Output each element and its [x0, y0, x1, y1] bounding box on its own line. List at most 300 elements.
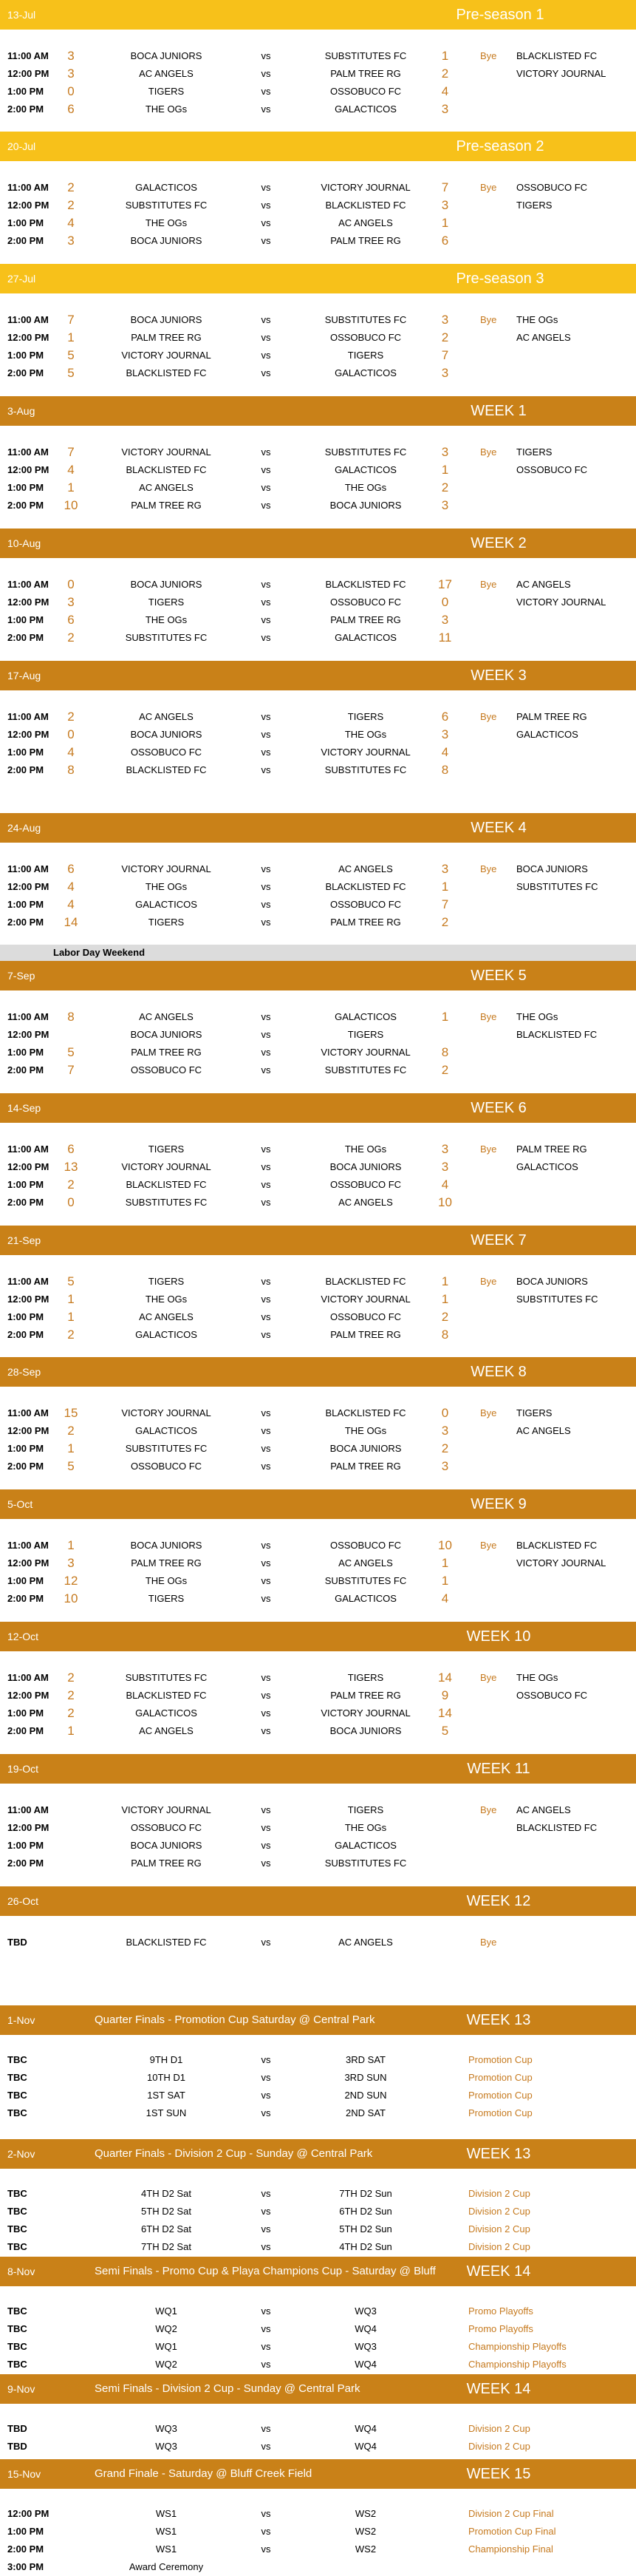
match-time: TBD	[7, 1937, 27, 1948]
home-score: 3	[67, 234, 75, 248]
match-time: 1:00 PM	[7, 350, 44, 361]
away-team: VICTORY JOURNAL	[321, 1047, 411, 1058]
bye-label: Bye	[480, 1276, 497, 1287]
home-score: 2	[67, 180, 75, 194]
match-time: TBC	[7, 2107, 27, 2118]
away-team: OSSOBUCO FC	[329, 332, 402, 343]
match-time: 11:00 AM	[7, 1804, 49, 1815]
home-score: 1	[67, 1310, 75, 1324]
away-team: WQ4	[355, 2423, 377, 2434]
match-row	[0, 860, 636, 878]
match-time: 12:00 PM	[7, 2508, 49, 2519]
vs-label: vs	[261, 68, 271, 79]
match-row	[0, 2303, 636, 2320]
home-team: WQ3	[155, 2441, 177, 2452]
away-score: 1	[441, 1292, 449, 1306]
away-score: 1	[441, 1010, 449, 1024]
vs-label: vs	[261, 1294, 271, 1305]
match-time: 2:00 PM	[7, 500, 44, 511]
vs-label: vs	[261, 2423, 271, 2434]
away-score: 7	[441, 897, 449, 911]
match-row	[0, 629, 636, 647]
away-score: 2	[441, 330, 449, 344]
week-header	[0, 264, 636, 293]
away-score: 4	[441, 84, 449, 98]
week-title: WEEK 1	[471, 403, 527, 419]
match-row	[0, 2320, 636, 2338]
vs-label: vs	[261, 1425, 271, 1436]
match-row	[0, 878, 636, 896]
match-row	[0, 479, 636, 497]
match-time: TBC	[7, 2054, 27, 2065]
bye-team: TIGERS	[516, 200, 553, 211]
vs-label: vs	[261, 2107, 271, 2118]
match-row	[0, 1554, 636, 1572]
home-score: 8	[67, 763, 75, 777]
vs-label: vs	[261, 1064, 271, 1075]
vs-label: vs	[261, 2241, 271, 2252]
match-time: 2:00 PM	[7, 235, 44, 246]
away-team: AC ANGELS	[338, 1557, 393, 1569]
bye-team: OSSOBUCO FC	[516, 464, 588, 475]
away-team: OSSOBUCO FC	[329, 86, 402, 97]
bye-team: AC ANGELS	[516, 579, 571, 590]
week-title: WEEK 14	[466, 2263, 531, 2280]
vs-label: vs	[261, 711, 271, 722]
home-team: AC ANGELS	[139, 68, 194, 79]
home-team: BLACKLISTED FC	[126, 1937, 207, 1948]
home-score: 5	[67, 366, 75, 380]
week-subtitle: Semi Finals - Division 2 Cup - Sunday @ Central Park	[95, 2382, 360, 2395]
home-score: 6	[67, 1142, 75, 1156]
match-label: Promo Playoffs	[468, 2305, 533, 2317]
bye-label: Bye	[480, 446, 497, 458]
home-team: 1ST SUN	[146, 2107, 187, 2118]
away-team: SUBSTITUTES FC	[324, 1064, 407, 1075]
away-team: THE OGs	[344, 482, 387, 493]
match-time: 11:00 AM	[7, 1540, 49, 1551]
match-row	[0, 1855, 636, 1872]
match-row	[0, 1590, 636, 1608]
match-row	[0, 364, 636, 382]
home-score: 7	[67, 1063, 75, 1077]
home-team: SUBSTITUTES FC	[125, 632, 208, 643]
away-team: TIGERS	[347, 1672, 384, 1683]
vs-label: vs	[261, 597, 271, 608]
vs-label: vs	[261, 182, 271, 193]
match-label: Division 2 Cup	[468, 2423, 530, 2434]
bye-team: AC ANGELS	[516, 1425, 571, 1436]
match-time: 1:00 PM	[7, 899, 44, 910]
away-team: WS2	[355, 2526, 377, 2537]
home-team: 1ST SAT	[147, 2090, 185, 2101]
away-team: GALACTICOS	[335, 1840, 397, 1851]
vs-label: vs	[261, 1672, 271, 1683]
bye-team: BLACKLISTED FC	[516, 1540, 598, 1551]
match-time: 1:00 PM	[7, 747, 44, 758]
vs-label: vs	[261, 200, 271, 211]
vs-label: vs	[261, 1029, 271, 1040]
match-row	[0, 1326, 636, 1344]
week-date: 5-Oct	[7, 1498, 33, 1510]
away-team: VICTORY JOURNAL	[321, 1707, 411, 1719]
match-time: TBD	[7, 2423, 27, 2434]
match-row	[0, 576, 636, 594]
match-row	[0, 2420, 636, 2438]
away-team: 2ND SAT	[346, 2107, 386, 2118]
home-team: BOCA JUNIORS	[130, 235, 202, 246]
bye-team: OSSOBUCO FC	[516, 1690, 588, 1701]
home-score: 3	[67, 595, 75, 609]
home-score: 15	[64, 1406, 78, 1420]
vs-label: vs	[261, 1858, 271, 1869]
match-row	[0, 1722, 636, 1740]
vs-label: vs	[261, 1593, 271, 1604]
home-score: 3	[67, 67, 75, 81]
match-time: 2:00 PM	[7, 103, 44, 115]
match-label: Division 2 Cup	[468, 2241, 530, 2252]
home-team: THE OGs	[145, 1294, 188, 1305]
home-team: WQ3	[155, 2423, 177, 2434]
vs-label: vs	[261, 350, 271, 361]
labor-day-banner	[0, 945, 636, 961]
match-time: 11:00 AM	[7, 1143, 49, 1155]
away-score: 11	[438, 631, 452, 645]
match-row	[0, 1819, 636, 1837]
week-date: 14-Sep	[7, 1102, 41, 1114]
home-score: 1	[67, 1538, 75, 1552]
week-title: WEEK 4	[471, 820, 527, 836]
match-row	[0, 347, 636, 364]
bye-team: SUBSTITUTES FC	[516, 1294, 598, 1305]
home-score: 14	[64, 915, 78, 929]
week-title: WEEK 8	[471, 1364, 527, 1380]
vs-label: vs	[261, 314, 271, 325]
match-time: 2:00 PM	[7, 1461, 44, 1472]
week-header	[0, 1093, 636, 1123]
home-score: 5	[67, 1274, 75, 1288]
week-date: 24-Aug	[7, 822, 41, 834]
match-time: 1:00 PM	[7, 86, 44, 97]
home-score: 1	[67, 330, 75, 344]
match-time: 12:00 PM	[7, 1029, 49, 1040]
home-team: WQ1	[155, 2305, 177, 2317]
match-row	[0, 744, 636, 761]
bye-team: VICTORY JOURNAL	[516, 68, 606, 79]
vs-label: vs	[261, 1540, 271, 1551]
match-row	[0, 1687, 636, 1705]
vs-label: vs	[261, 2526, 271, 2537]
away-score: 2	[441, 915, 449, 929]
match-row	[0, 179, 636, 197]
week-header	[0, 529, 636, 558]
home-score: 6	[67, 613, 75, 627]
match-label: Division 2 Cup	[468, 2188, 530, 2199]
away-team: TIGERS	[347, 1029, 384, 1040]
away-team: BOCA JUNIORS	[329, 1161, 402, 1172]
home-score: 1	[67, 480, 75, 495]
vs-label: vs	[261, 1143, 271, 1155]
match-label: Promo Playoffs	[468, 2323, 533, 2334]
home-score: 0	[67, 84, 75, 98]
vs-label: vs	[261, 1725, 271, 1736]
match-row	[0, 2356, 636, 2373]
away-score: 3	[441, 613, 449, 627]
bye-team: BLACKLISTED FC	[516, 1822, 598, 1833]
away-score: 3	[441, 862, 449, 876]
home-score: 1	[67, 1441, 75, 1455]
home-team: VICTORY JOURNAL	[121, 1407, 211, 1418]
vs-label: vs	[261, 764, 271, 775]
away-score: 4	[441, 1591, 449, 1605]
bye-team: TIGERS	[516, 1407, 553, 1418]
away-score: 6	[441, 234, 449, 248]
match-row	[0, 1404, 636, 1422]
match-label: Promotion Cup	[468, 2054, 533, 2065]
match-time: TBD	[7, 2441, 27, 2452]
home-team: OSSOBUCO FC	[130, 1064, 202, 1075]
home-team: WS1	[155, 2508, 177, 2519]
bye-label: Bye	[480, 50, 497, 61]
home-team: VICTORY JOURNAL	[121, 1804, 211, 1815]
match-time: 12:00 PM	[7, 332, 49, 343]
home-team: SUBSTITUTES FC	[125, 200, 208, 211]
away-score: 6	[441, 710, 449, 724]
match-row	[0, 1273, 636, 1291]
match-label: Championship Playoffs	[468, 2341, 567, 2352]
away-score: 3	[441, 727, 449, 741]
week-date: 15-Nov	[7, 2468, 41, 2480]
home-team: TIGERS	[148, 917, 185, 928]
match-time: 11:00 AM	[7, 314, 49, 325]
home-score: 6	[67, 102, 75, 116]
home-score: 0	[67, 727, 75, 741]
vs-label: vs	[261, 1047, 271, 1058]
away-team: OSSOBUCO FC	[329, 597, 402, 608]
week-header	[0, 813, 636, 843]
away-team: OSSOBUCO FC	[329, 1179, 402, 1190]
home-team: AC ANGELS	[139, 1311, 194, 1322]
vs-label: vs	[261, 1690, 271, 1701]
week-date: 21-Sep	[7, 1234, 41, 1246]
match-row	[0, 1801, 636, 1819]
match-row	[0, 47, 636, 65]
match-time: TBC	[7, 2188, 27, 2199]
week-title: WEEK 15	[466, 2466, 531, 2482]
week-header	[0, 2374, 636, 2404]
away-team: SUBSTITUTES FC	[324, 1575, 407, 1586]
match-time: 12:00 PM	[7, 1822, 49, 1833]
home-team: BOCA JUNIORS	[130, 50, 202, 61]
vs-label: vs	[261, 1179, 271, 1190]
bye-team: AC ANGELS	[516, 332, 571, 343]
bye-team: OSSOBUCO FC	[516, 182, 588, 193]
bye-label: Bye	[480, 314, 497, 325]
away-team: 3RD SUN	[344, 2072, 387, 2083]
bye-label: Bye	[480, 1937, 497, 1948]
match-time: 12:00 PM	[7, 1557, 49, 1569]
home-team: WQ2	[155, 2359, 177, 2370]
week-title: WEEK 13	[466, 2146, 531, 2162]
away-team: WQ4	[355, 2359, 377, 2370]
vs-label: vs	[261, 1161, 271, 1172]
home-score: 13	[64, 1160, 78, 1174]
match-row	[0, 2438, 636, 2456]
bye-team: BOCA JUNIORS	[516, 863, 588, 874]
match-row	[0, 1141, 636, 1158]
match-time: 1:00 PM	[7, 614, 44, 625]
home-team: GALACTICOS	[135, 1425, 197, 1436]
week-date: 28-Sep	[7, 1366, 41, 1378]
bye-label: Bye	[480, 1672, 497, 1683]
match-time: 12:00 PM	[7, 729, 49, 740]
vs-label: vs	[261, 2054, 271, 2065]
match-row	[0, 1026, 636, 1044]
bye-team: GALACTICOS	[516, 729, 578, 740]
vs-label: vs	[261, 1443, 271, 1454]
away-score: 3	[441, 102, 449, 116]
bye-label: Bye	[480, 182, 497, 193]
away-score: 9	[441, 1688, 449, 1702]
match-time: 2:00 PM	[7, 632, 44, 643]
away-team: GALACTICOS	[335, 367, 397, 378]
away-team: GALACTICOS	[335, 464, 397, 475]
match-row	[0, 708, 636, 726]
vs-label: vs	[261, 446, 271, 458]
match-row	[0, 1176, 636, 1194]
home-team: AC ANGELS	[139, 482, 194, 493]
vs-label: vs	[261, 2223, 271, 2235]
away-score: 14	[438, 1706, 452, 1720]
vs-label: vs	[261, 1575, 271, 1586]
home-team: PALM TREE RG	[131, 1557, 202, 1569]
bye-team: GALACTICOS	[516, 1161, 578, 1172]
away-score: 3	[441, 1459, 449, 1473]
home-team: WS1	[155, 2526, 177, 2537]
vs-label: vs	[261, 2341, 271, 2352]
week-title: WEEK 11	[467, 1761, 530, 1777]
home-team: SUBSTITUTES FC	[125, 1672, 208, 1683]
week-title: WEEK 2	[471, 535, 527, 551]
labor-day-label: Labor Day Weekend	[53, 947, 146, 958]
match-time: 11:00 AM	[7, 711, 49, 722]
away-team: OSSOBUCO FC	[329, 1311, 402, 1322]
match-time: 12:00 PM	[7, 1425, 49, 1436]
away-score: 7	[441, 348, 449, 362]
match-row	[0, 83, 636, 101]
home-score: 2	[67, 1671, 75, 1685]
bye-team: BLACKLISTED FC	[516, 1029, 598, 1040]
home-score: 0	[67, 577, 75, 591]
home-score: 2	[67, 1424, 75, 1438]
home-score: 2	[67, 1328, 75, 1342]
week-date: 19-Oct	[7, 1763, 39, 1775]
away-team: GALACTICOS	[335, 103, 397, 115]
home-team: TIGERS	[148, 86, 185, 97]
away-score: 2	[441, 1063, 449, 1077]
week-header	[0, 0, 636, 30]
home-score: 3	[67, 49, 75, 63]
away-score: 8	[441, 1328, 449, 1342]
match-row	[0, 1440, 636, 1458]
week-date: 2-Nov	[7, 2148, 35, 2160]
away-score: 10	[438, 1195, 452, 1209]
match-row	[0, 1537, 636, 1554]
home-score: 10	[64, 1591, 78, 1605]
vs-label: vs	[261, 86, 271, 97]
match-time: 1:00 PM	[7, 1443, 44, 1454]
match-row	[0, 444, 636, 461]
away-team: SUBSTITUTES FC	[324, 50, 407, 61]
match-row	[0, 2069, 636, 2087]
away-score: 2	[441, 480, 449, 495]
home-score: 5	[67, 348, 75, 362]
away-team: BOCA JUNIORS	[329, 500, 402, 511]
week-header	[0, 2139, 636, 2169]
away-score: 1	[441, 216, 449, 230]
match-time: 12:00 PM	[7, 1690, 49, 1701]
match-time: TBC	[7, 2341, 27, 2352]
match-label: Division 2 Cup Final	[468, 2508, 554, 2519]
bye-team: AC ANGELS	[516, 1804, 571, 1815]
match-time: 1:00 PM	[7, 1840, 44, 1851]
vs-label: vs	[261, 579, 271, 590]
bye-team: THE OGs	[516, 314, 558, 325]
match-row	[0, 101, 636, 118]
home-team: AC ANGELS	[139, 1725, 194, 1736]
away-team: PALM TREE RG	[330, 68, 401, 79]
away-score: 1	[441, 1556, 449, 1570]
match-row	[0, 2238, 636, 2256]
away-score: 3	[441, 498, 449, 512]
vs-label: vs	[261, 1011, 271, 1022]
week-header	[0, 1357, 636, 1387]
away-score: 5	[441, 1724, 449, 1738]
match-label: Division 2 Cup	[468, 2206, 530, 2217]
vs-label: vs	[261, 1707, 271, 1719]
home-team: BLACKLISTED FC	[126, 1179, 207, 1190]
away-score: 8	[441, 1045, 449, 1059]
home-team: THE OGs	[145, 881, 188, 892]
match-time: 2:00 PM	[7, 764, 44, 775]
bye-label: Bye	[480, 1540, 497, 1551]
match-row	[0, 594, 636, 611]
away-team: THE OGs	[344, 1822, 387, 1833]
vs-label: vs	[261, 2206, 271, 2217]
match-time: 1:00 PM	[7, 1047, 44, 1058]
away-team: BOCA JUNIORS	[329, 1725, 402, 1736]
vs-label: vs	[261, 747, 271, 758]
match-time: TBC	[7, 2241, 27, 2252]
home-team: VICTORY JOURNAL	[121, 350, 211, 361]
away-score: 17	[438, 577, 452, 591]
match-time: 1:00 PM	[7, 1179, 44, 1190]
match-row	[0, 2338, 636, 2356]
away-team: SUBSTITUTES FC	[324, 446, 407, 458]
match-row	[0, 1044, 636, 1061]
away-team: PALM TREE RG	[330, 1461, 401, 1472]
home-team: 4TH D2 Sat	[141, 2188, 191, 2199]
home-team: PALM TREE RG	[131, 1858, 202, 1869]
bye-team: SUBSTITUTES FC	[516, 881, 598, 892]
away-team: PALM TREE RG	[330, 614, 401, 625]
away-score: 3	[441, 1160, 449, 1174]
vs-label: vs	[261, 464, 271, 475]
vs-label: vs	[261, 1329, 271, 1340]
away-team: GALACTICOS	[335, 1011, 397, 1022]
home-score: 2	[67, 710, 75, 724]
week-header	[0, 1226, 636, 1255]
